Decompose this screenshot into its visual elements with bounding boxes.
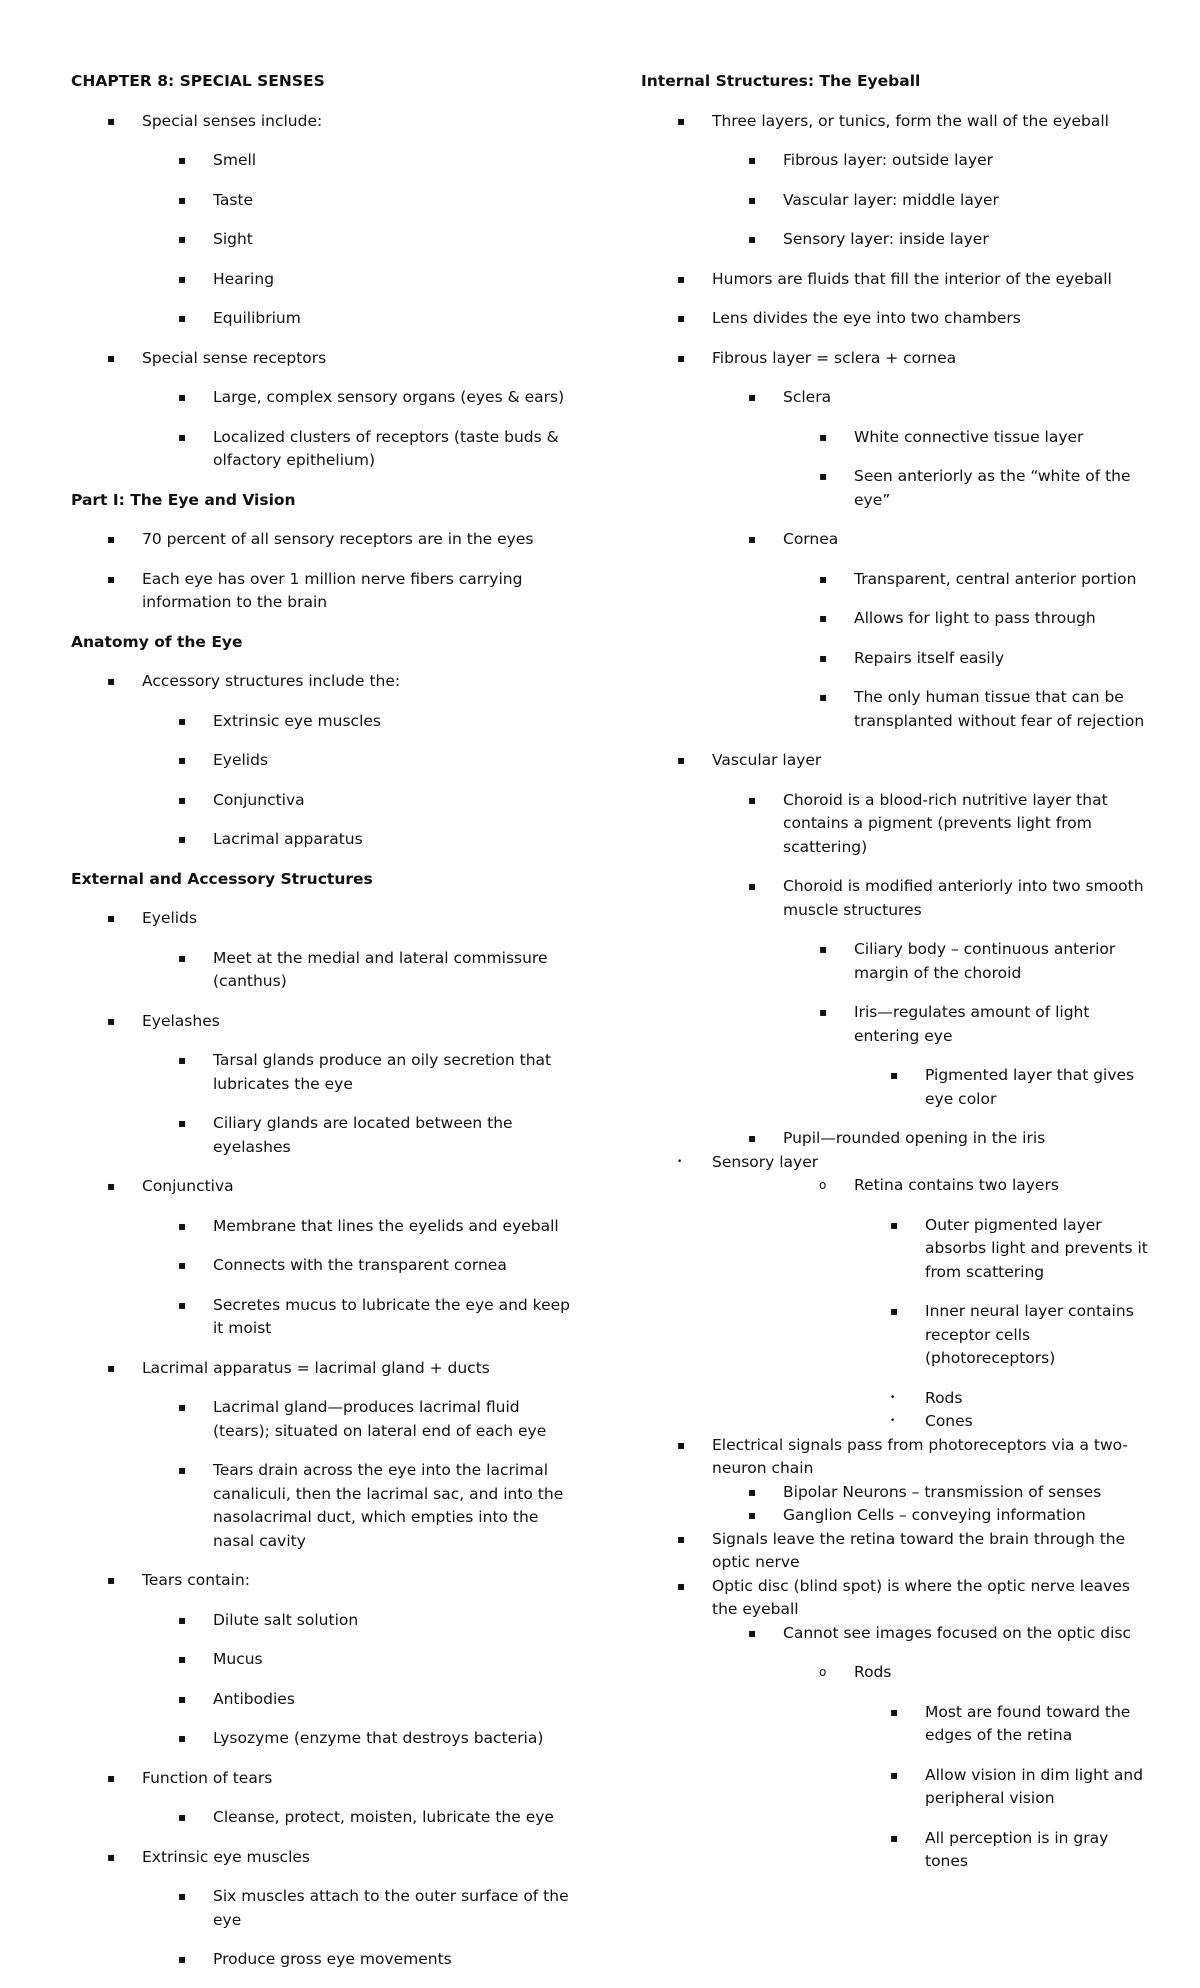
- square-bullet-icon: ▪: [178, 429, 187, 444]
- list-item-text: Localized clusters of receptors (taste buds & olfactory epithelium): [213, 427, 559, 469]
- list-item-text: Signals leave the retina toward the brain through the optic nerve: [712, 1529, 1126, 1571]
- list-item-text: Large, complex sensory organs (eyes & ears): [213, 388, 565, 406]
- list-item: [71, 1396, 571, 1443]
- list-item-text: Vascular layer: [712, 751, 822, 769]
- list-item-text: Sight: [213, 230, 253, 248]
- list-item: [641, 1387, 1151, 1411]
- list-item-text: Cleanse, protect, moisten, lubricate the eye: [213, 1808, 554, 1826]
- list-item-text: External and Accessory Structures: [71, 869, 373, 888]
- list-item: [71, 749, 571, 773]
- left-column: [71, 70, 571, 1988]
- list-item: [641, 938, 1151, 985]
- square-bullet-icon: ▪: [748, 532, 757, 546]
- square-bullet-icon: ▪: [178, 1297, 187, 1312]
- square-bullet-icon: ▪: [178, 1691, 187, 1706]
- list-item: [71, 1357, 571, 1381]
- square-bullet-icon: ▪: [107, 1360, 116, 1375]
- square-bullet-icon: ▪: [178, 1731, 187, 1745]
- square-bullet-icon: ▪: [107, 571, 116, 586]
- list-item: [641, 789, 1151, 860]
- list-item: [71, 1049, 571, 1096]
- list-item: [71, 189, 571, 213]
- list-item: [641, 228, 1151, 252]
- list-item-text: Lacrimal gland—produces lacrimal fluid (tears); situated on lateral end of each eye: [213, 1398, 547, 1440]
- square-bullet-icon: ▪: [748, 153, 757, 167]
- list-item-text: Tarsal glands produce an oily secretion that lubricates the eye: [213, 1051, 552, 1093]
- square-bullet-icon: ▪: [178, 1652, 187, 1666]
- section-heading: [641, 70, 1151, 94]
- list-item: [641, 268, 1151, 292]
- list-item: [71, 347, 571, 371]
- list-item: [71, 1885, 571, 1932]
- list-item: [641, 1064, 1151, 1111]
- list-item-text: Pigmented layer that gives eye color: [925, 1066, 1135, 1108]
- list-item-text: The only human tissue that can be transplanted without fear of rejection: [854, 688, 1145, 730]
- list-item: [71, 1112, 571, 1159]
- square-bullet-icon: ▪: [748, 232, 757, 246]
- list-item-text: Vascular layer: middle layer: [783, 190, 999, 209]
- list-item: [641, 875, 1151, 922]
- list-item: [641, 528, 1151, 552]
- list-item: [71, 907, 571, 931]
- list-item: [641, 1214, 1151, 1285]
- list-item: [71, 228, 571, 252]
- list-item-text: Lacrimal apparatus = lacrimal gland + ducts: [142, 1358, 490, 1377]
- list-item-text: Tears contain:: [142, 1571, 251, 1589]
- list-item: [641, 1827, 1151, 1874]
- square-bullet-icon: ▪: [107, 113, 116, 128]
- list-item: [71, 1727, 571, 1751]
- square-bullet-icon: ▪: [107, 1573, 116, 1587]
- square-bullet-icon: ▪: [748, 390, 757, 404]
- list-item: [71, 1294, 571, 1341]
- list-item-text: Choroid is modified anteriorly into two smooth muscle structures: [783, 877, 1144, 919]
- square-bullet-icon: ▪: [107, 1013, 116, 1028]
- list-item: [641, 1410, 1151, 1434]
- square-bullet-icon: ▪: [178, 1053, 187, 1067]
- list-item-text: Eyelids: [213, 751, 269, 769]
- square-bullet-icon: ▪: [890, 1830, 899, 1845]
- list-item-text: Fibrous layer = sclera + cornea: [712, 348, 957, 367]
- section-heading: [71, 489, 571, 513]
- section-heading: [71, 631, 571, 655]
- list-item: [71, 110, 571, 134]
- square-bullet-icon: ▪: [677, 350, 686, 365]
- list-item: [641, 1701, 1151, 1748]
- list-item-text: Internal Structures: The Eyeball: [641, 72, 921, 90]
- list-item: [641, 1127, 1151, 1151]
- section-heading: [71, 70, 571, 94]
- list-item: [641, 1434, 1151, 1481]
- list-item: [71, 1175, 571, 1199]
- square-bullet-icon: ▪: [819, 429, 828, 444]
- list-item: [71, 1688, 571, 1712]
- square-bullet-icon: ▪: [748, 792, 757, 807]
- square-bullet-icon: ▪: [178, 832, 187, 846]
- square-bullet-icon: ▪: [748, 879, 757, 893]
- list-item-text: Retina contains two layers: [854, 1176, 1059, 1194]
- square-bullet-icon: ▪: [819, 611, 828, 625]
- square-bullet-icon: ▪: [677, 311, 686, 325]
- square-bullet-icon: ▪: [890, 1068, 899, 1082]
- square-bullet-icon: ▪: [107, 1770, 116, 1785]
- square-bullet-icon: ▪: [178, 192, 187, 207]
- list-item-text: Eyelids: [142, 909, 198, 927]
- list-item: [71, 1569, 571, 1593]
- list-item: [71, 828, 571, 852]
- list-item-text: Six muscles attach to the outer surface of the eye: [213, 1887, 569, 1929]
- list-item: [71, 307, 571, 331]
- list-item-text: Tears drain across the eye into the lacrimal canaliculi, then the lacrimal sac, and into the nasolacrimal duct, which empties into the nasal cavity: [213, 1461, 564, 1550]
- list-item-text: Extrinsic eye muscles: [142, 1847, 310, 1866]
- list-item: [641, 1001, 1151, 1048]
- square-bullet-icon: ▪: [677, 753, 686, 767]
- list-item: [71, 268, 571, 292]
- list-item: [641, 1575, 1151, 1622]
- square-bullet-icon: ▪: [819, 650, 828, 665]
- list-item-text: Sensory layer: inside layer: [783, 230, 989, 248]
- list-item-text: Antibodies: [213, 1689, 295, 1708]
- list-item-text: Secretes mucus to lubricate the eye and keep it moist: [213, 1295, 571, 1337]
- list-item: [641, 307, 1151, 331]
- list-item: [71, 1609, 571, 1633]
- square-bullet-icon: ▪: [178, 1400, 187, 1414]
- list-item-text: Bipolar Neurons – transmission of senses: [783, 1482, 1102, 1501]
- square-bullet-icon: ▪: [178, 713, 187, 728]
- list-item-text: Lysozyme (enzyme that destroys bacteria): [213, 1729, 544, 1747]
- list-item-text: Each eye has over 1 million nerve fibers carrying information to the brain: [142, 569, 523, 611]
- list-item-text: Rods: [925, 1388, 963, 1407]
- list-item-text: Mucus: [213, 1650, 263, 1668]
- list-item-text: Membrane that lines the eyelids and eyeball: [213, 1216, 559, 1235]
- list-item-text: Conjunctiva: [142, 1177, 234, 1195]
- list-item: [71, 1767, 571, 1791]
- list-item-text: Ciliary body – continuous anterior margin of the choroid: [854, 940, 1116, 982]
- square-bullet-icon: ▪: [890, 1704, 899, 1719]
- list-item-text: Dilute salt solution: [213, 1610, 359, 1629]
- square-bullet-icon: ▪: [107, 1849, 116, 1864]
- square-bullet-icon: ▪: [819, 690, 828, 704]
- list-item: [71, 1010, 571, 1034]
- square-bullet-icon: ▪: [178, 1463, 187, 1477]
- section-heading: [71, 868, 571, 892]
- list-item: [71, 1254, 571, 1278]
- list-item-text: Meet at the medial and lateral commissure (canthus): [213, 948, 548, 990]
- list-item-text: Taste: [213, 190, 254, 209]
- list-item: [641, 647, 1151, 671]
- list-item: [71, 710, 571, 734]
- list-item: [71, 1215, 571, 1239]
- list-item: [71, 528, 571, 552]
- square-bullet-icon: ▪: [178, 1218, 187, 1233]
- list-item-text: Conjunctiva: [213, 790, 305, 809]
- list-item: [641, 110, 1151, 134]
- list-item-text: Fibrous layer: outside layer: [783, 151, 993, 169]
- list-item-text: Accessory structures include the:: [142, 672, 401, 690]
- list-item-text: Part I: The Eye and Vision: [71, 490, 296, 509]
- list-item-text: Iris—regulates amount of light entering eye: [854, 1003, 1090, 1045]
- list-item-text: Hearing: [213, 269, 275, 288]
- square-bullet-icon: ▪: [748, 1131, 757, 1145]
- list-item: [71, 789, 571, 813]
- list-item: [641, 1504, 1151, 1528]
- square-bullet-icon: ▪: [178, 950, 187, 965]
- square-bullet-icon: ▪: [748, 192, 757, 207]
- list-item-text: Anatomy of the Eye: [71, 632, 243, 651]
- list-item: [71, 426, 571, 473]
- list-item-text: Special sense receptors: [142, 348, 327, 367]
- square-bullet-icon: ▪: [748, 1625, 757, 1640]
- dot-bullet-icon: •: [677, 1156, 683, 1167]
- list-item-text: 70 percent of all sensory receptors are in the eyes: [142, 530, 534, 548]
- square-bullet-icon: ▪: [178, 753, 187, 767]
- list-item-text: Cones: [925, 1412, 973, 1430]
- list-item: [641, 749, 1151, 773]
- list-item-text: Ciliary glands are located between the eyelashes: [213, 1114, 513, 1156]
- list-item-text: Lens divides the eye into two chambers: [712, 309, 1021, 327]
- square-bullet-icon: ▪: [677, 271, 686, 286]
- list-item: [641, 568, 1151, 592]
- list-item-text: Lacrimal apparatus: [213, 830, 363, 848]
- square-bullet-icon: ▪: [178, 792, 187, 807]
- square-bullet-icon: ▪: [178, 1810, 187, 1824]
- list-item: [641, 465, 1151, 512]
- square-bullet-icon: ▪: [819, 571, 828, 586]
- list-item: [641, 149, 1151, 173]
- list-item-text: Transparent, central anterior portion: [854, 569, 1137, 588]
- square-bullet-icon: ▪: [178, 1612, 187, 1627]
- list-item-text: Most are found toward the edges of the retina: [925, 1702, 1131, 1744]
- square-bullet-icon: ▪: [178, 311, 187, 325]
- list-item: [641, 386, 1151, 410]
- list-item: [71, 568, 571, 615]
- list-item-text: Seen anteriorly as the “white of the eye”: [854, 467, 1131, 509]
- square-bullet-icon: ▪: [178, 390, 187, 404]
- list-item: [641, 1151, 1151, 1175]
- square-bullet-icon: ▪: [178, 232, 187, 246]
- square-bullet-icon: ▪: [178, 1889, 187, 1903]
- list-item-text: Three layers, or tunics, form the wall of the eyeball: [712, 111, 1109, 130]
- list-item: [71, 1459, 571, 1553]
- list-item: [641, 189, 1151, 213]
- square-bullet-icon: ▪: [819, 942, 828, 956]
- list-item-text: Equilibrium: [213, 309, 301, 327]
- list-item: [71, 386, 571, 410]
- list-item-text: Rods: [854, 1663, 892, 1681]
- square-bullet-icon: ▪: [178, 1116, 187, 1130]
- list-item-text: Pupil—rounded opening in the iris: [783, 1129, 1046, 1147]
- list-item: [641, 1661, 1151, 1685]
- list-item: [71, 149, 571, 173]
- list-item-text: Extrinsic eye muscles: [213, 711, 381, 730]
- circle-bullet-icon: o: [819, 1665, 827, 1679]
- list-item-text: Function of tears: [142, 1768, 273, 1787]
- square-bullet-icon: ▪: [890, 1217, 899, 1232]
- list-item-text: Humors are fluids that fill the interior of the eyeball: [712, 269, 1112, 288]
- list-item-text: Produce gross eye movements: [213, 1950, 452, 1968]
- list-item-text: Cornea: [783, 530, 839, 548]
- list-item-text: Connects with the transparent cornea: [213, 1256, 507, 1274]
- list-item: [641, 1481, 1151, 1505]
- list-item: [71, 670, 571, 694]
- list-item-text: Electrical signals pass from photoreceptors via a two-neuron chain: [712, 1435, 1128, 1477]
- square-bullet-icon: ▪: [677, 1437, 686, 1452]
- list-item-text: All perception is in gray tones: [925, 1828, 1109, 1870]
- list-item: [71, 1648, 571, 1672]
- square-bullet-icon: ▪: [748, 1484, 757, 1499]
- square-bullet-icon: ▪: [677, 1578, 686, 1593]
- square-bullet-icon: ▪: [107, 350, 116, 365]
- square-bullet-icon: ▪: [890, 1767, 899, 1782]
- square-bullet-icon: ▪: [178, 1952, 187, 1966]
- square-bullet-icon: ▪: [107, 674, 116, 688]
- list-item: [71, 1806, 571, 1830]
- list-item-text: Sensory layer: [712, 1152, 819, 1171]
- list-item-text: Inner neural layer contains receptor cells (photoreceptors): [925, 1302, 1134, 1367]
- list-item: [641, 1174, 1151, 1198]
- circle-bullet-icon: o: [819, 1178, 827, 1192]
- square-bullet-icon: ▪: [107, 1179, 116, 1193]
- square-bullet-icon: ▪: [748, 1508, 757, 1522]
- square-bullet-icon: ▪: [677, 113, 686, 128]
- list-item: [641, 347, 1151, 371]
- square-bullet-icon: ▪: [107, 532, 116, 546]
- list-item-text: Smell: [213, 151, 257, 169]
- list-item: [641, 1622, 1151, 1646]
- list-item: [641, 607, 1151, 631]
- list-item-text: Cannot see images focused on the optic disc: [783, 1623, 1131, 1642]
- list-item: [641, 1300, 1151, 1371]
- right-column: [641, 70, 1151, 1890]
- list-item-text: Allow vision in dim light and peripheral vision: [925, 1765, 1144, 1807]
- list-item: [71, 1846, 571, 1870]
- list-item: [71, 1948, 571, 1972]
- square-bullet-icon: ▪: [819, 1005, 828, 1019]
- list-item-text: Sclera: [783, 388, 832, 406]
- list-item: [641, 1764, 1151, 1811]
- list-item-text: Repairs itself easily: [854, 648, 1005, 667]
- list-item: [641, 426, 1151, 450]
- square-bullet-icon: ▪: [178, 153, 187, 167]
- list-item: [641, 1528, 1151, 1575]
- list-item-text: Ganglion Cells – conveying information: [783, 1506, 1086, 1524]
- list-item-text: Optic disc (blind spot) is where the optic nerve leaves the eyeball: [712, 1576, 1130, 1618]
- square-bullet-icon: ▪: [890, 1304, 899, 1318]
- dot-bullet-icon: •: [890, 1416, 896, 1426]
- list-item-text: Eyelashes: [142, 1011, 220, 1030]
- list-item: [641, 686, 1151, 733]
- list-item-text: CHAPTER 8: SPECIAL SENSES: [71, 72, 325, 90]
- square-bullet-icon: ▪: [178, 1258, 187, 1272]
- square-bullet-icon: ▪: [677, 1531, 686, 1546]
- list-item-text: Special senses include:: [142, 111, 323, 130]
- list-item-text: Choroid is a blood-rich nutritive layer that contains a pigment (prevents light from scattering): [783, 790, 1108, 856]
- list-item-text: Allows for light to pass through: [854, 609, 1096, 627]
- square-bullet-icon: ▪: [178, 271, 187, 286]
- list-item: [71, 947, 571, 994]
- square-bullet-icon: ▪: [107, 911, 116, 925]
- dot-bullet-icon: •: [890, 1392, 896, 1403]
- list-item-text: Outer pigmented layer absorbs light and prevents it from scattering: [925, 1215, 1148, 1281]
- square-bullet-icon: ▪: [819, 469, 828, 483]
- list-item-text: White connective tissue layer: [854, 427, 1084, 446]
